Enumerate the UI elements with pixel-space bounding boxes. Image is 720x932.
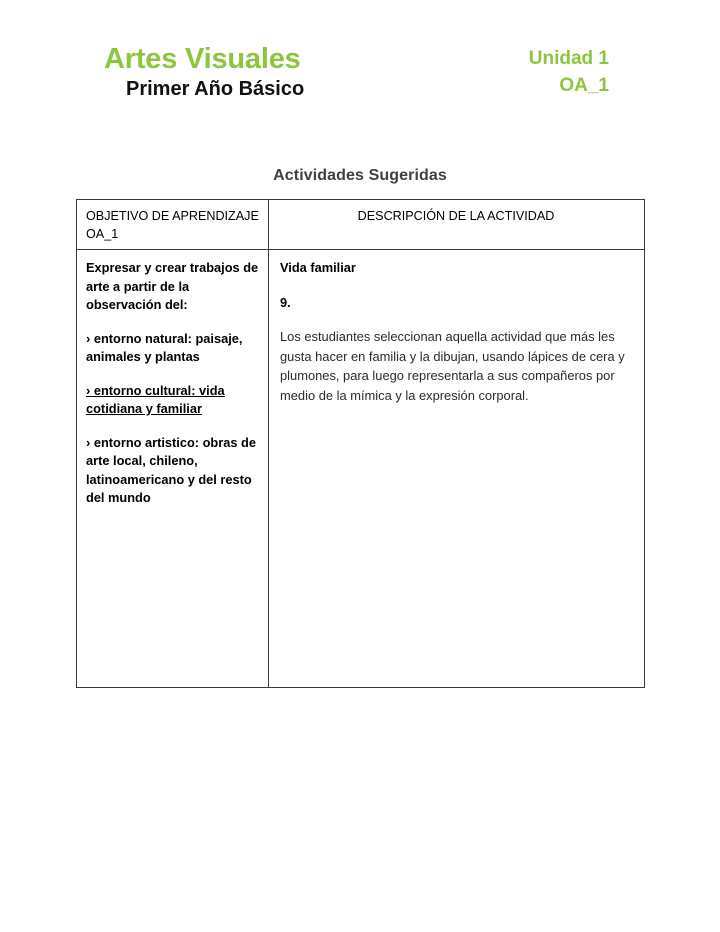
grade-title: Primer Año Básico [126,78,305,100]
objective-intro-text: Expresar y crear trabajos de arte a partir de la observación del: [86,260,259,312]
objective-item-label: entorno cultural: vida cotidiana y familiar [86,382,225,416]
objective-item [86,382,259,419]
table-header-cell-objective [77,200,269,249]
activity-body-text: Los estudiantes seleccionan aquella actividad que más les gusta hacer en familia y la dibujan, usando lápices de cera y plumones, para luego representarla a sus compañeros por medio de la mímica y la expresión corporal. [280,329,625,403]
objective-cell [77,250,269,687]
table-body-row [77,250,644,687]
activities-table [76,199,645,688]
activity-description-cell [269,250,644,687]
column-header-description-label: DESCRIPCIÓN DE LA ACTIVIDAD [357,209,555,223]
chevron-bullet-icon: › [86,434,94,450]
objective-item-label: entorno artistico: obras de arte local, chileno, latinoamericano y del resto del mundo [86,434,256,505]
subject-title: Artes Visuales [104,43,301,75]
header-left-group [104,42,304,102]
activity-number: 9. [280,295,291,310]
oa-label: OA_1 [559,75,609,96]
column-header-objective-label: OBJETIVO DE APRENDIZAJE OA_1 [86,209,259,241]
document-header [76,42,645,114]
unit-label: Unidad 1 [528,48,609,69]
section-title: Actividades Sugeridas [273,167,447,184]
objective-item-label: entorno natural: paisaje, animales y plantas [86,330,243,364]
table-header-cell-description [269,200,644,249]
objective-item [86,330,259,367]
objective-item-list [86,330,259,508]
objective-item [86,434,259,508]
activity-heading: Vida familiar [280,260,356,275]
chevron-bullet-icon: › [86,330,94,346]
header-right-group [529,46,609,100]
objective-item-underline-wrap [86,383,225,417]
chevron-bullet-icon: › [86,382,94,398]
table-header-row [77,200,644,250]
